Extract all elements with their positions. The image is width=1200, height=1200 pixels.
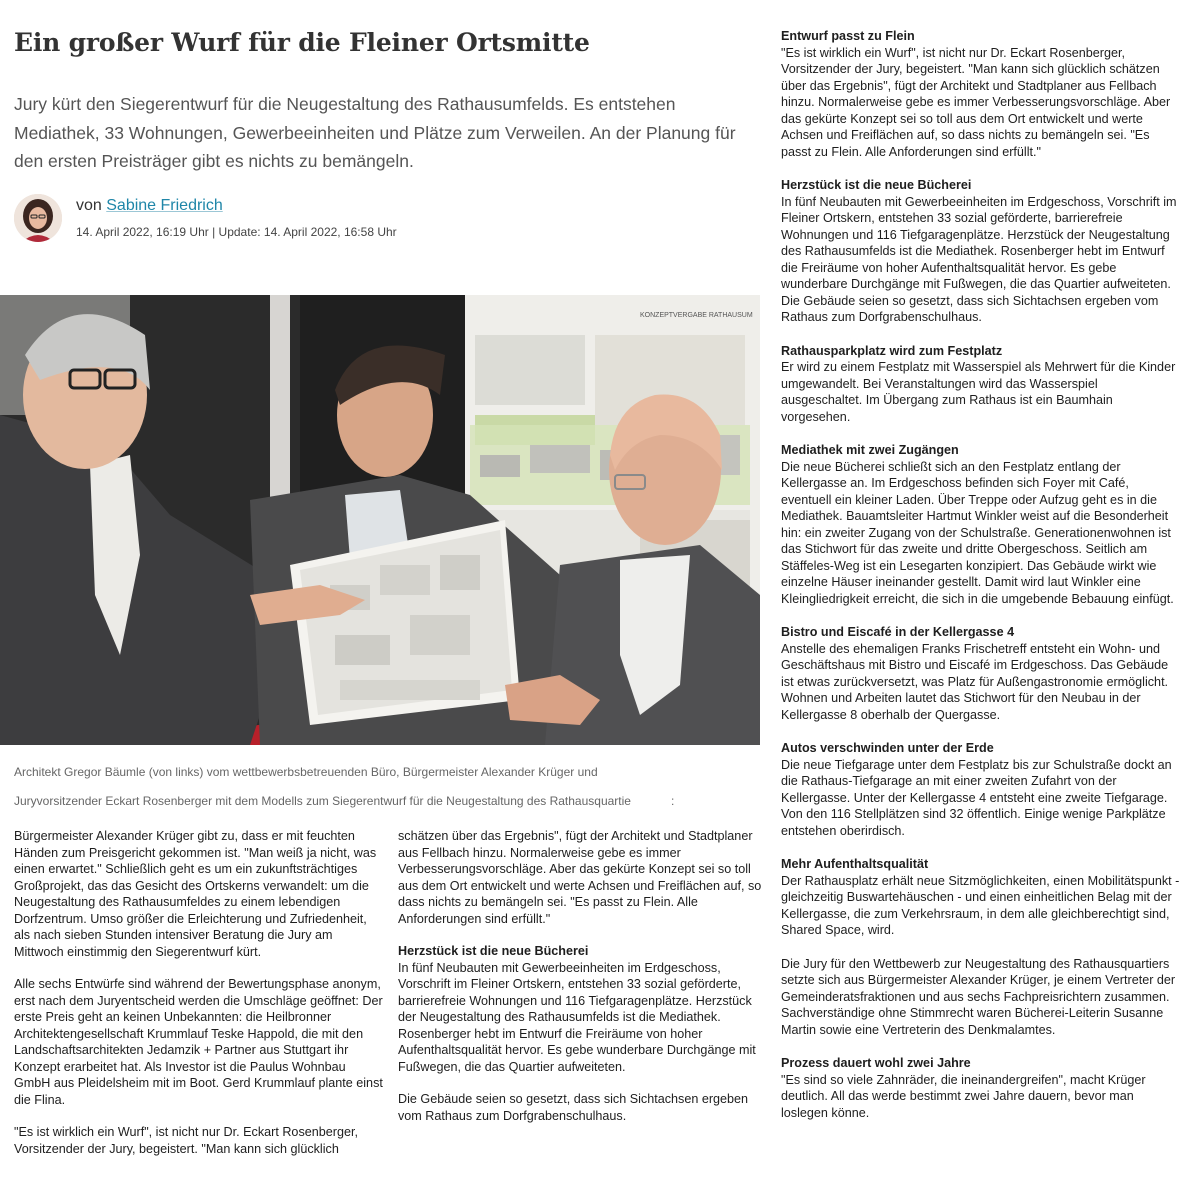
article-photo (0, 295, 760, 745)
article-lead: Jury kürt den Siegerentwurf für die Neugestaltung des Rathausumfelds. Es entstehen Mediathek, 33 Wohnungen, Gewerbeeinheiten und Plätze zum Verweilen. An der Planung für den ersten Preisträger gibt es nichts zu bemängeln. (14, 94, 736, 171)
section-heading: Herzstück ist die neue Bücherei (781, 178, 972, 192)
paragraph: Die neue Bücherei schließt sich an den Festplatz entlang der Kellergasse an. Im Erdgeschoss befinden sich Foyer mit Café, eventuell ein kleiner Laden. Über Treppe oder Aufzug geht es in die Mediathek. Bauamtsleiter Hartmut Winkler weist auf die Besonderheit hin: ein zweiter Zugang von der Schulstraße. Generationenwohnen ist das Stichwort für das zweite und dritte Obergeschoss. Seitlich am Stäffeles-Weg ist ein Lesegarten konzipiert. Das Gebäude wirkt wie einzelne Häuser ineinander gestellt. Damit wird laut Winkler eine Kleingliedrigkeit erreicht, die sich in die umgebende Bebauung einfügt. (781, 459, 1174, 606)
caption-line-1: Architekt Gregor Bäumle (von links) vom wettbewerbsbetreuenden Büro, Bürgermeister Alexander Krüger und (14, 765, 598, 779)
section-heading: Bistro und Eiscafé in der Kellergasse 4 (781, 625, 1015, 639)
publish-dates: 14. April 2022, 16:19 Uhr | Update: 14. April 2022, 16:58 Uhr (76, 225, 397, 239)
paragraph: schätzen über das Ergebnis", fügt der Architekt und Stadtplaner aus Fellbach hinzu. Normalerweise gebe es immer Verbesserungsvorschläge. Aber das gekürte Konzept sei so toll aus dem Ort entwickelt und werte Achsen und Freiflächen auf, so dass nichts zu bemängeln sei. "Es passt zu Flein. Alle Anforderungen sind erfüllt." (398, 829, 762, 926)
body-column-3 (781, 28, 1181, 1138)
section-heading: Mediathek mit zwei Zugängen (781, 443, 959, 457)
paragraph: Bürgermeister Alexander Krüger gibt zu, dass er mit feuchten Händen zum Preisgericht gekommen ist. "Man weiß ja nicht, was einen erwartet." Schließlich geht es um ein zukunftsträchtiges Großprojekt, das das Gesicht des Ortskerns verwandelt: um die Neugestaltung des Rathausumfeldes zu einem lebendigen Dorfzentrum. Umso größer die Erleichterung und Zufriedenheit, als nach sieben Stunden intensiver Beratung die Jury am Mittwoch einstimmig den Siegerentwurf kürt. (14, 829, 377, 959)
paragraph: Alle sechs Entwürfe sind während der Bewertungsphase anonym, erst nach dem Juryentscheid werden die Umschläge geöffnet: Der erste Preis geht an keinen Unbekannten: die Heilbronner Architektengesellschaft Krummlauf Teske Happold, die mit den Landschaftsarchitekten Jedamzik + Partner aus Stuttgart ihr Konzept erarbeitet hat. Als Investor ist die Paulus Wohnbau GmbH aus Pleidelsheim mit im Boot. Gerd Krummlauf plante einst die Flina. (14, 977, 383, 1107)
paragraph: Anstelle des ehemaligen Franks Frischetreff entsteht ein Wohn- und Geschäftshaus mit Bistro und Eiscafé im Erdgeschoss. Das Gebäude ist etwas zurückversetzt, was Platz für Außengastronomie ermöglicht. Wohnen und Arbeiten lautet das Stichwort für den Neubau in der Kellergasse 8 oberhalb der Quergasse. (781, 641, 1169, 722)
byline-prefix: von (76, 197, 102, 214)
section-heading: Entwurf passt zu Flein (781, 29, 915, 43)
paragraph: Die Gebäude seien so gesetzt, dass sich Sichtachsen ergeben vom Rathaus zum Dorfgrabenschulhaus. (398, 1092, 749, 1123)
paragraph: Die neue Tiefgarage unter dem Festplatz bis zur Schulstraße dockt an die Rathaus-Tiefgarage an mit einer zweiten Zufahrt von der Kellergasse. Unter der Kellergasse 4 entsteht eine zweite Tiefgarage. Von den 116 Stellplätzen sind 32 öffentlich. Einige wenige Parkplätze entstehen oberirdisch. (781, 757, 1172, 838)
section-heading: Autos verschwinden unter der Erde (781, 741, 994, 755)
poster-heading: KONZEPTVERGABE RATHAUSUM (640, 312, 753, 319)
section-heading: Prozess dauert wohl zwei Jahre (781, 1056, 971, 1070)
section-heading: Mehr Aufenthaltsqualität (781, 857, 929, 871)
caption-tail: : (670, 794, 675, 808)
byline (76, 197, 223, 215)
author-avatar[interactable] (14, 194, 62, 242)
paragraph: "Es ist wirklich ein Wurf", ist nicht nur Dr. Eckart Rosenberger, Vorsitzender der Jury, begeistert. "Man kann sich glücklich (14, 1125, 358, 1156)
paragraph: "Es ist wirklich ein Wurf", ist nicht nur Dr. Eckart Rosenberger, Vorsitzender der Jury, begeistert. "Man kann sich glücklich schätzen über das Ergebnis", fügt der Architekt und Stadtplaner aus Fellbach hinzu. Normalerweise gebe es immer Verbesserungsvorschläge. Aber das gekürte Konzept sei so toll aus dem Ort entwickelt und werte Achsen und Freiflächen auf, so dass nichts zu bemängeln sei. "Es passt zu Flein. Alle Anforderungen sind erfüllt." (781, 45, 1171, 159)
paragraph: "Es sind so viele Zahnräder, die ineinandergreifen", macht Krüger deutlich. All das werde bestimmt zwei Jahre dauern, bevor man loslegen könne. (781, 1072, 1146, 1120)
section-heading: Herzstück ist die neue Bücherei (398, 944, 589, 958)
body-column-2 (398, 828, 768, 1140)
author-link[interactable]: Sabine Friedrich (106, 197, 223, 214)
section-heading: Rathausparkplatz wird zum Festplatz (781, 343, 1003, 358)
paragraph: In fünf Neubauten mit Gewerbeeinheiten im Erdgeschoss, Vorschrift im Fleiner Ortskern, entstehen 33 sozial geförderte, barrierefreie Wohnungen und 116 Tiefgaragenplätze. Herzstück der Neugestaltung des Rathausumfelds ist die Mediathek. Rosenberger hebt im Entwurf die Freiräume von hoher Aufenthaltsqualität hervor. Es gebe wunderbare Durchgänge mit Fußwegen, die das Quartier aufweiteten. (398, 960, 756, 1074)
body-column-1 (14, 828, 384, 1173)
photo-caption (14, 758, 754, 816)
paragraph: Er wird zu einem Festplatz mit Wasserspiel als Mehrwert für die Kinder umgewandelt. Bei Veranstaltungen wird das Wasserspiel ausgeschaltet. Im Übergang zum Rathaus ist ein Baumhain vorgesehen. (781, 360, 1176, 424)
paragraph: In fünf Neubauten mit Gewerbeeinheiten im Erdgeschoss, Vorschrift im Fleiner Ortskern, entstehen 33 sozial geförderte, barrierefreie Wohnungen und 116 Tiefgaragenplätze. Herzstück der Neugestaltung des Rathausumfelds ist die Mediathek. Rosenberger hebt im Entwurf die Freiräume von hoher Aufenthaltsqualität hervor. Es gebe wunderbare Durchgänge mit Fußwegen, die das Quartier aufweiteten. Die Gebäude seien so gesetzt, dass sich Sichtachsen ergeben vom Rathaus zum Dorfgrabenschulhaus. (781, 194, 1177, 324)
paragraph: Die Jury für den Wettbewerb zur Neugestaltung des Rathausquartiers setzte sich aus Bürgermeister Alexander Krüger, je einem Vertreter der Gemeinderatsfraktionen und aus sechs Fachpreisrichtern zusammen. Sachverständige ohne Stimmrecht waren Bücherei-Leiterin Susanne Martin sowie eine Vertreterin des Denkmalamtes. (781, 956, 1176, 1037)
caption-line-2: Juryvorsitzender Eckart Rosenberger mit dem Modells zum Siegerentwurf für die Neugestaltung des Rathausquartie (14, 794, 631, 808)
paragraph: Der Rathausplatz erhält neue Sitzmöglichkeiten, einen Mobilitätspunkt - gleichzeitig Buswartehäuschen - und einen einheitlichen Belag mit der Kellergasse, die zum Verkehrsraum, in dem alle gleichberechtigt sind, Shared Space, wird. (781, 873, 1180, 937)
article-title: Ein großer Wurf für die Fleiner Ortsmitte (14, 28, 590, 57)
